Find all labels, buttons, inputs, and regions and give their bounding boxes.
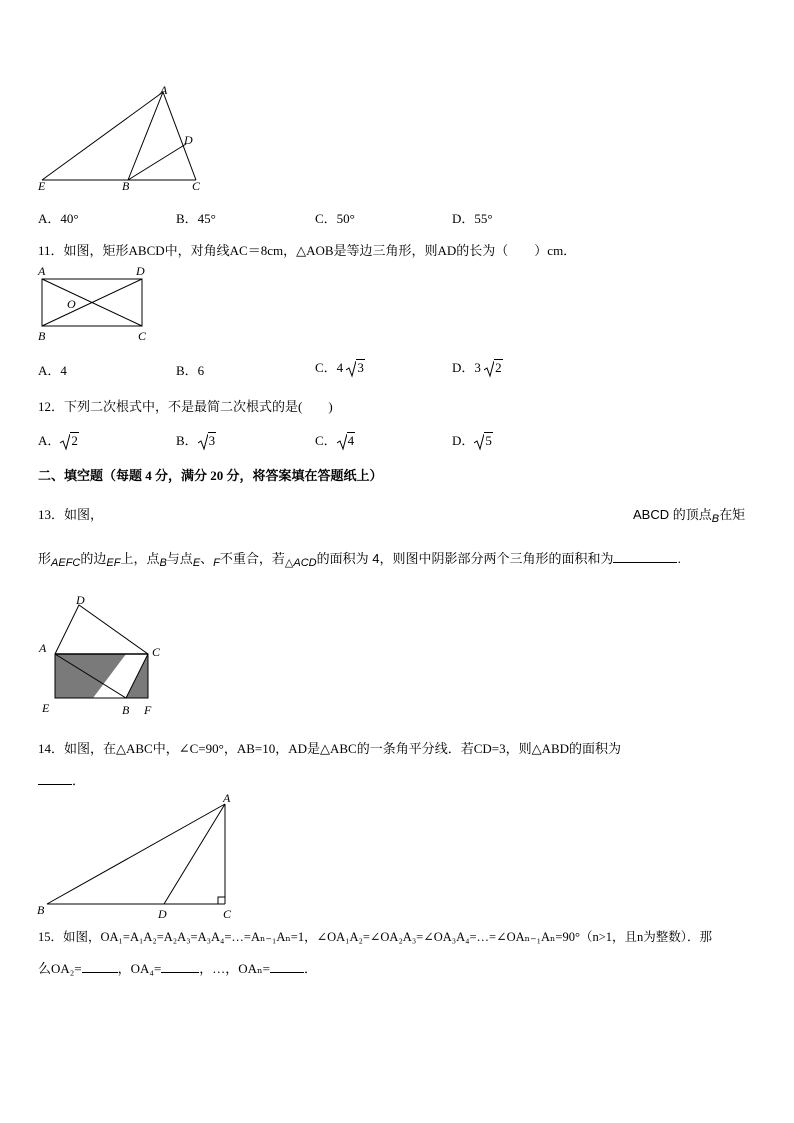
q12-option-b-prefix: B．	[176, 433, 198, 448]
q14-line2-end: ．	[72, 773, 86, 788]
fig10-label-a: A	[160, 83, 168, 97]
fig10-label-e: E	[38, 179, 46, 193]
q13-answer-blank[interactable]	[613, 562, 677, 563]
q15-line2-c: ，…，OAₙ=	[199, 961, 271, 976]
q11-text: 11．如图，矩形ABCD中，对角线AC＝8cm，△AOB是等边三角形，则AD的长为（ ）cm．	[38, 243, 577, 258]
q10-option-d: D．55°	[452, 211, 493, 226]
fig11-label-d: D	[136, 264, 145, 278]
q12-option-a-radicand: 2	[71, 433, 78, 448]
q13-line2-j: F	[213, 557, 220, 569]
sqrt-icon	[198, 433, 208, 451]
q15-line2-b: ，OA₄=	[117, 961, 162, 976]
q13-line2-l: △ACD	[284, 557, 317, 569]
q12-option-d-radicand: 5	[485, 433, 492, 448]
fig14-label-b: B	[37, 903, 45, 917]
fig13-label-b: B	[122, 703, 130, 717]
q13-line2-c: 的边	[80, 551, 107, 566]
fig10-label-c: C	[192, 179, 201, 193]
fig13-label-e: E	[42, 701, 50, 715]
fig11-label-o: O	[67, 297, 76, 311]
q15-line2	[38, 958, 317, 977]
q12-option-c	[315, 430, 355, 451]
q12-option-b	[176, 430, 216, 451]
q13-line1-left: 13．如图，	[38, 507, 104, 522]
q12-option-d-prefix: D．	[452, 433, 475, 448]
q10-option-a: A．40°	[38, 211, 79, 226]
q13-line2-k: 不重合，若	[219, 551, 285, 566]
q14-answer-blank[interactable]	[38, 784, 72, 785]
q11-option-c	[315, 357, 365, 378]
sqrt-icon	[346, 360, 356, 378]
q12-option-a-prefix: A．	[38, 433, 61, 448]
q13-line1-right-b: B	[711, 513, 720, 525]
fig13-label-d: D	[76, 593, 85, 607]
fig10-label-d: D	[184, 133, 193, 147]
q13-line1-right	[633, 504, 745, 525]
sqrt-icon	[474, 433, 484, 451]
fig14-label-a: A	[223, 791, 231, 805]
sqrt-icon	[484, 360, 494, 378]
q15-blank-oa4[interactable]	[161, 972, 199, 973]
fig14-label-d: D	[158, 907, 167, 921]
q12-option-d	[452, 430, 493, 451]
q13-line2-a: 形	[38, 551, 52, 566]
q13-line2-i: 、	[200, 551, 214, 566]
sqrt-icon	[60, 433, 70, 451]
fig13-label-f: F	[144, 703, 152, 717]
q15-blank-oan[interactable]	[270, 972, 304, 973]
q13-line1-right-c: 在矩	[719, 507, 746, 522]
q13-line2-b: AEFC	[51, 557, 81, 569]
q11-option-c-prefix: C．4	[315, 360, 344, 375]
q11-option-a: A．4	[38, 363, 67, 378]
q12-text: 12．下列二次根式中，不是最简二次根式的是( )	[38, 399, 333, 414]
fig13-label-c: C	[152, 645, 161, 659]
q10-option-c: C．50°	[315, 211, 355, 226]
fig13-label-a: A	[39, 641, 47, 655]
q14-text: 14．如图，在△ABC中，∠C=90°，AB=10，AD是△ABC的一条角平分线．若CD=3，则△ABD的面积为	[38, 741, 622, 756]
fig11-label-a: A	[38, 264, 46, 278]
q13-line2-f: B	[159, 557, 167, 569]
q12-option-c-prefix: C．	[315, 433, 337, 448]
q12-option-a	[38, 430, 79, 451]
q11-option-b: B．6	[176, 363, 205, 378]
fig14-label-c: C	[223, 907, 232, 921]
q15-blank-oa2[interactable]	[82, 972, 118, 973]
q13-figure	[34, 592, 169, 720]
q13-line2-h: E	[192, 557, 201, 569]
q15-line2-a: 么OA₂=	[38, 961, 82, 976]
section-heading: 二、填空题（每题 4 分，满分 20 分，将答案填在答题纸上）	[38, 468, 383, 483]
q11-option-d-radicand: 2	[495, 360, 502, 375]
q15-line2-d: ．	[304, 961, 318, 976]
q12-option-b-radicand: 3	[208, 433, 216, 448]
q13-line2-e: 上，点	[120, 551, 160, 566]
q13-line2	[38, 548, 681, 569]
q13-line2-m: 的面积为 4，则图中阴影部分两个三角形的面积和为	[316, 551, 614, 566]
q13-line2-g: 与点	[166, 551, 193, 566]
q11-figure	[32, 262, 157, 347]
q10-option-b: B．45°	[176, 211, 216, 226]
q10-figure	[30, 80, 210, 195]
q13-line1-right-a: ABCD 的顶点	[633, 507, 712, 522]
q14-line2	[38, 770, 85, 789]
fig10-label-b: B	[122, 179, 130, 193]
q14-figure	[30, 790, 245, 922]
q15-line1: 15．如图，OA₁=A₁A₂=A₂A₃=A₃A₄=…=Aₙ₋₁Aₙ=1，∠OA₁A₂=∠OA₂A₃=∠OA₃A₄=…=∠OAₙ₋₁Aₙ=90°（n>1，且n为整数）．那	[38, 930, 713, 944]
q11-option-d-prefix: D．3	[452, 360, 481, 375]
q13-line2-d: EF	[106, 557, 121, 569]
q11-option-c-radicand: 3	[357, 360, 364, 375]
fig11-label-b: B	[38, 329, 46, 343]
sqrt-icon	[337, 433, 347, 451]
q13-line2-end: .	[677, 551, 682, 566]
q11-option-d	[452, 357, 503, 378]
fig11-label-c: C	[138, 329, 147, 343]
q12-option-c-radicand: 4	[347, 433, 355, 448]
